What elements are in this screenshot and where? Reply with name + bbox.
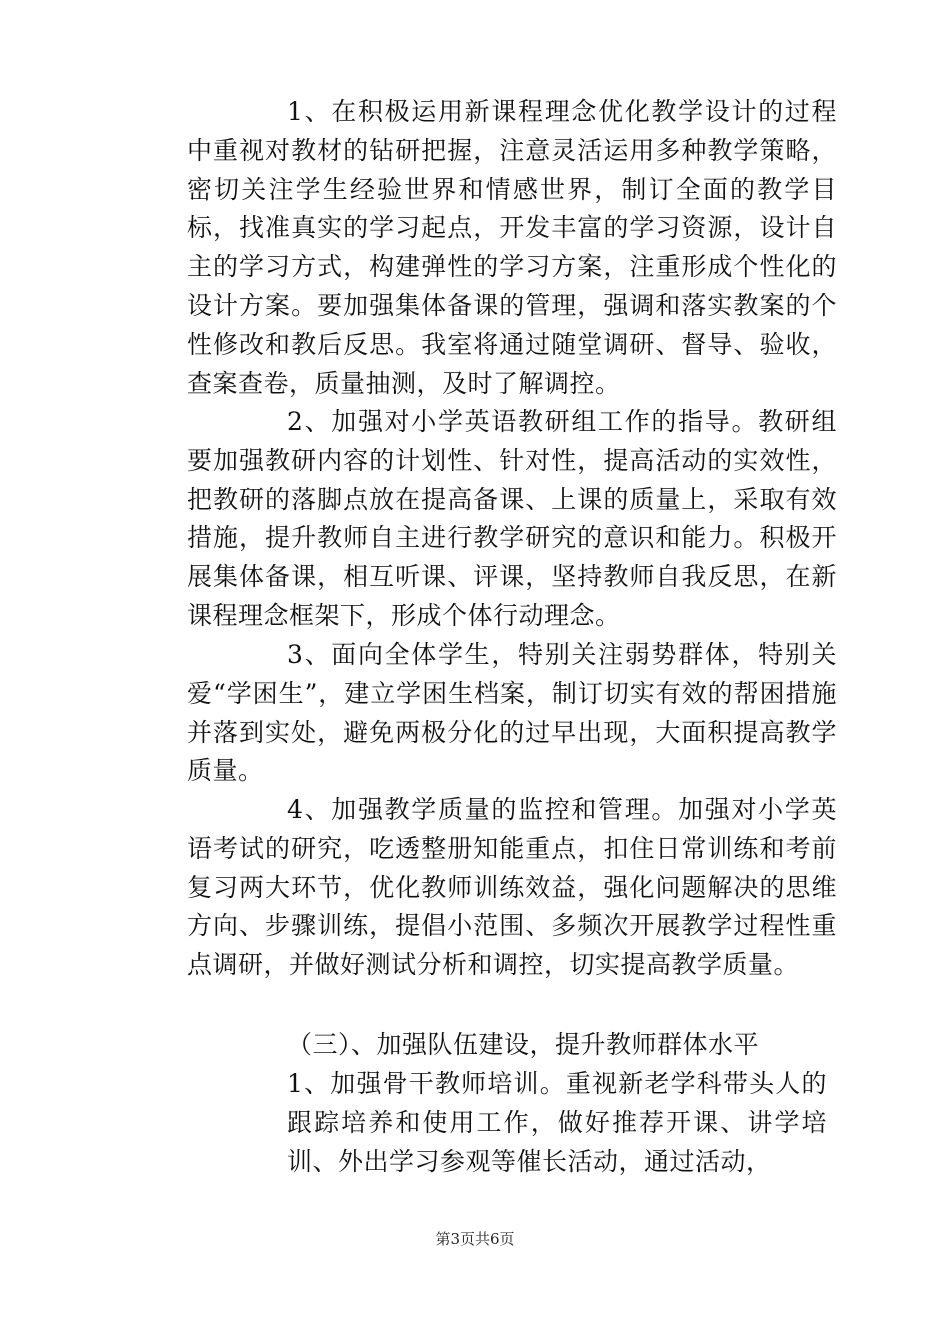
page-footer: 第3页共6页 [435,1230,515,1248]
section-paragraph: 1、加强骨干教师培训。重视新老学科带头人的跟踪培养和使用工作，做好推荐开课、讲学培训、外出学习参观等催长活动，通过活动， [287,1069,827,1176]
paragraph-1: 1、在积极运用新课程理念优化教学设计的过程中重视对教材的钻研把握，注意灵活运用多种教学策略，密切关注学生经验世界和情感世界，制订全面的教学目标，找准真实的学习起点，开发丰富的学习资源，设计自主的学习方式，构建弹性的学习方案，注重形成个性化的设计方案。要加强集体备课的管理，强调和落实教案的个性修改和教后反思。我室将通过随堂调研、督导、验收，查案查卷，质量抽测，及时了解调控。 [187,97,837,398]
paragraph-2: 2、加强对小学英语教研组工作的指导。教研组要加强教研内容的计划性、针对性，提高活动的实效性，把教研的落脚点放在提高备课、上课的质量上，采取有效措施，提升教师自主进行教学研究的意识和能力。积极开展集体备课，相互听课、评课，坚持教师自我反思，在新课程理念框架下，形成个体行动理念。 [187,407,837,630]
paragraph-3: 3、面向全体学生，特别关注弱势群体，特别关爱“学困生”，建立学困生档案，制订切实有效的帮困措施并落到实处，避免两极分化的过早出现，大面积提高教学质量。 [187,640,837,786]
section-heading: （三）、加强队伍建设，提升教师群体水平 [287,1030,760,1059]
paragraph-4: 4、加强教学质量的监控和管理。加强对小学英语考试的研究，吃透整册知能重点，扣住日常训练和考前复习两大环节，优化教师训练效益，强化问题解决的思维方向、步骤训练，提倡小范围、多频次开展教学过程性重点调研，并做好测试分析和调控，切实提高教学质量。 [187,795,837,980]
